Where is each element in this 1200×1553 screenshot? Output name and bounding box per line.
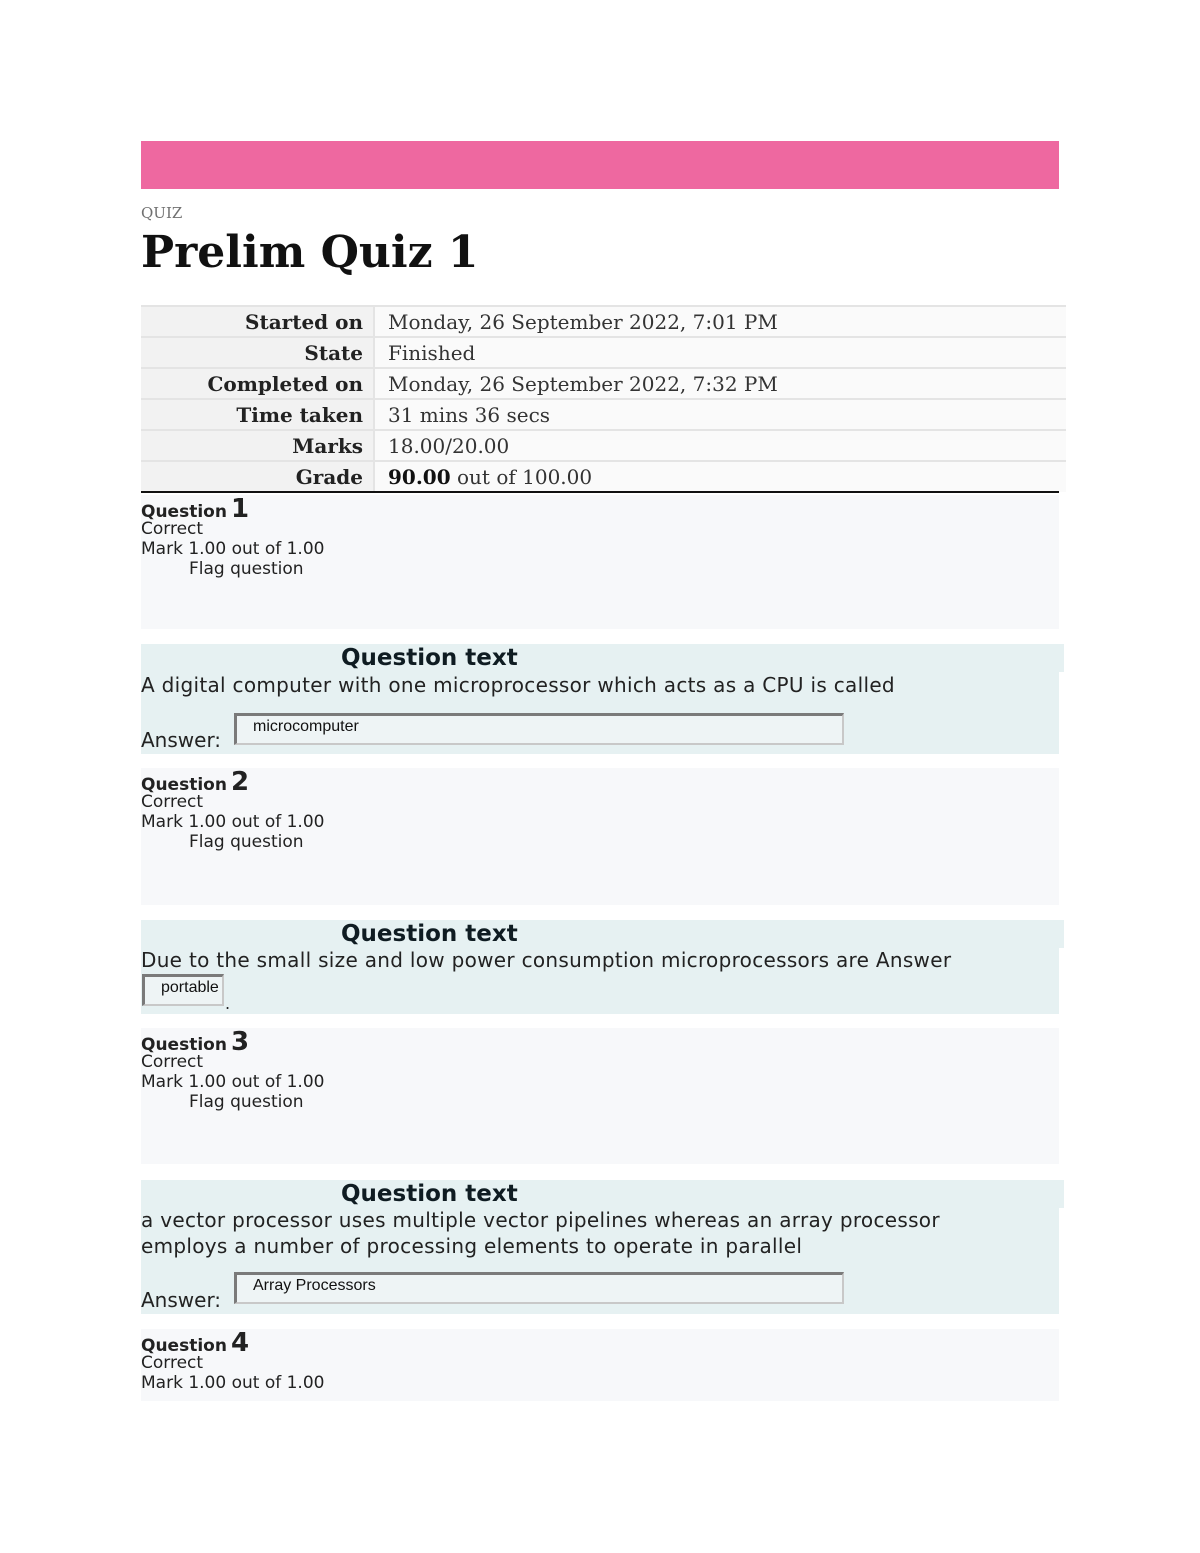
question-number: 1	[230, 494, 250, 524]
summary-row-grade	[141, 461, 1066, 492]
summary-value	[374, 461, 1066, 492]
question-label: Question	[141, 1035, 227, 1055]
answer-input[interactable]: portable	[142, 974, 224, 1006]
answer-input[interactable]: microcomputer	[234, 713, 844, 745]
question-info	[141, 495, 1059, 629]
question-text-line: employs a number of processing elements to operate in parallel	[141, 1234, 803, 1258]
flag-question-link[interactable]: Flag question	[189, 832, 304, 852]
summary-label: State	[141, 337, 374, 368]
question-text-line: a vector processor uses multiple vector pipelines whereas an array processor	[141, 1208, 940, 1232]
answer-input[interactable]: Array Processors	[234, 1272, 844, 1304]
question-mark: Mark 1.00 out of 1.00	[141, 539, 325, 559]
summary-row-marks	[141, 430, 1066, 461]
summary-row-started-on	[141, 306, 1066, 337]
answer-label: Answer:	[141, 728, 222, 752]
summary-row-state	[141, 337, 1066, 368]
question-label: Question	[141, 775, 227, 795]
summary-value: 31 mins 36 secs	[374, 399, 1066, 430]
question-heading	[141, 1027, 1059, 1057]
summary-value: Monday, 26 September 2022, 7:32 PM	[374, 368, 1066, 399]
question-info	[141, 1329, 1059, 1401]
summary-row-time-taken	[141, 399, 1066, 430]
grade-suffix: out of 100.00	[450, 465, 593, 489]
question-label: Question	[141, 1336, 227, 1356]
question-text: Due to the small size and low power consumption microprocessors are Answer	[141, 948, 952, 972]
question-text-heading: Question text	[339, 1180, 1064, 1208]
question-text-heading: Question text	[339, 920, 1064, 948]
question-label: Question	[141, 502, 227, 522]
question-text-box	[141, 644, 1059, 754]
question-text-box	[141, 920, 1059, 1014]
question-text-box	[141, 1180, 1059, 1314]
question-mark: Mark 1.00 out of 1.00	[141, 812, 325, 832]
question-state: Correct	[141, 1353, 204, 1373]
question-heading	[141, 767, 1059, 797]
summary-value: Monday, 26 September 2022, 7:01 PM	[374, 306, 1066, 337]
question-mark: Mark 1.00 out of 1.00	[141, 1072, 325, 1092]
question-heading	[141, 494, 1059, 524]
section-label: QUIZ	[141, 204, 183, 222]
grade-score: 90.00	[388, 465, 451, 489]
answer-label: Answer:	[141, 1288, 222, 1312]
header-banner	[141, 141, 1059, 189]
summary-label: Started on	[141, 306, 374, 337]
question-number: 4	[230, 1328, 250, 1358]
question-text-heading: Question text	[339, 644, 1064, 672]
summary-value: Finished	[374, 337, 1066, 368]
question-state: Correct	[141, 792, 204, 812]
flag-question-link[interactable]: Flag question	[189, 1092, 304, 1112]
sentence-period: .	[225, 994, 231, 1013]
summary-label: Grade	[141, 461, 374, 492]
question-number: 3	[230, 1027, 250, 1057]
question-text: A digital computer with one microprocessor which acts as a CPU is called	[141, 673, 895, 697]
question-info	[141, 1028, 1059, 1164]
question-heading	[141, 1328, 1059, 1358]
question-state: Correct	[141, 1052, 204, 1072]
summary-divider	[141, 491, 1059, 493]
question-info	[141, 768, 1059, 905]
summary-row-completed-on	[141, 368, 1066, 399]
question-number: 2	[230, 767, 250, 797]
attempt-summary-table	[141, 305, 1066, 492]
summary-value: 18.00/20.00	[374, 430, 1066, 461]
flag-question-link[interactable]: Flag question	[189, 559, 304, 579]
summary-label: Marks	[141, 430, 374, 461]
question-mark: Mark 1.00 out of 1.00	[141, 1373, 325, 1393]
summary-label: Time taken	[141, 399, 374, 430]
summary-label: Completed on	[141, 368, 374, 399]
page-title: Prelim Quiz 1	[141, 227, 479, 278]
question-state: Correct	[141, 519, 204, 539]
